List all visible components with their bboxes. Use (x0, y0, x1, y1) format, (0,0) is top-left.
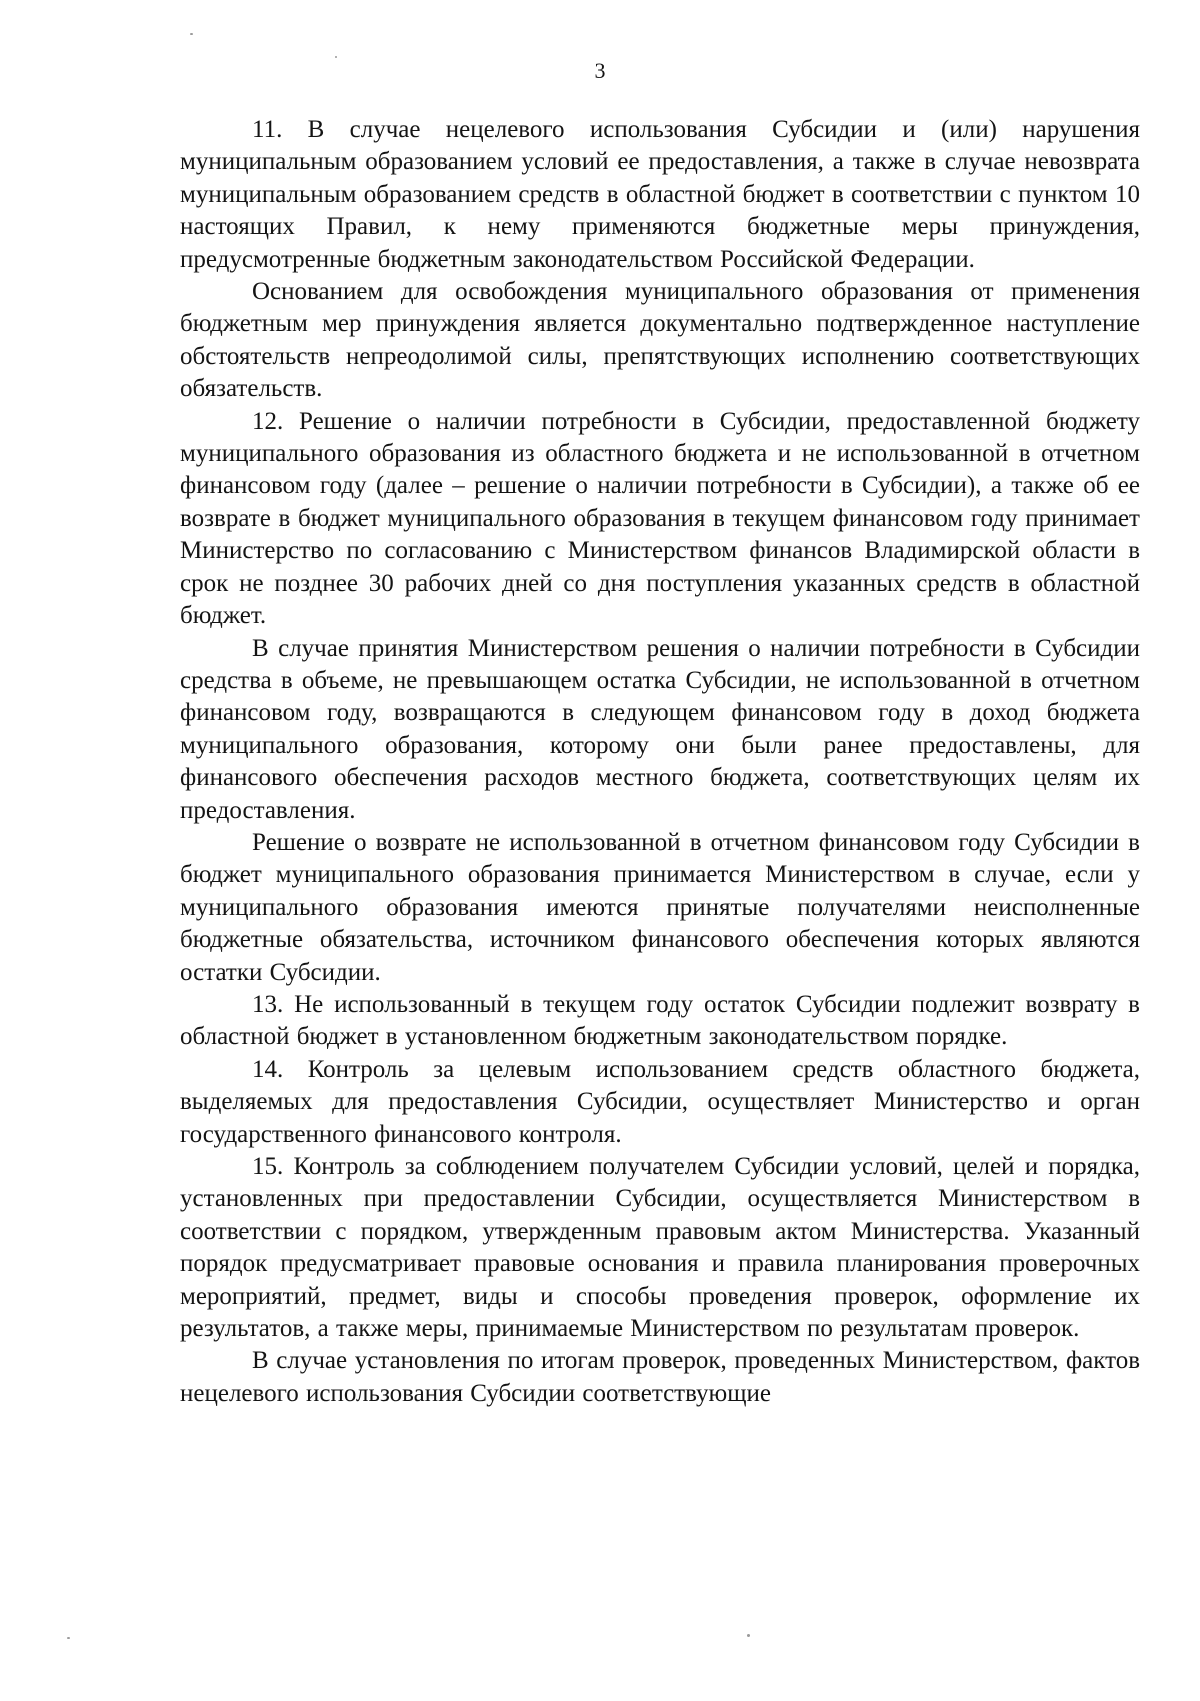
page-number: 3 (594, 58, 606, 83)
paragraph-11-exemption: Основанием для освобождения муниципального образования от применения бюджетным мер принуждения является документально подтвержденное наступление обстоятельств непреодолимой силы, препятствующих исполнению соответствующих обязательств. (180, 278, 1140, 403)
paragraph-12-funds-return: В случае принятия Министерством решения о наличии потребности в Субсидии средства в объеме, не превышающем остатка Субсидии, не использованной в отчетном финансовом году, возвращаются в следующем финансовом году в доход бюджета муниципального образования, которому они были ранее предоставлены, для финансового обеспечения расходов местного бюджета, соответствующих целям их предоставления. (180, 634, 1140, 824)
scan-speck (190, 33, 193, 35)
paragraph-14: 14. Контроль за целевым использованием средств областного бюджета, выделяемых для предоставления Субсидии, осуществляет Министерство и орган государственного финансового контроля. (180, 1055, 1140, 1148)
paragraph-12-return-decision: Решение о возврате не использованной в отчетном финансовом году Субсидии в бюджет муниципального образования принимается Министерством в случае, если у муниципального образования имеются принятые получателями неисполненные бюджетные обязательства, источником финансового обеспечения которых являются остатки Субсидии. (180, 828, 1140, 986)
paragraph-15: 15. Контроль за соблюдением получателем Субсидии условий, целей и порядка, установленных при предоставлении Субсидии, осуществляется Министерством в соответствии с порядком, утвержденным правовым актом Министерства. Указанный порядок предусматривает правовые основания и правила планирования проверочных мероприятий, предмет, виды и способы проведения проверок, оформление их результатов, а также меры, принимаемые Министерством по результатам проверок. (180, 1153, 1140, 1343)
paragraph-13: 13. Не использованный в текущем году остаток Субсидии подлежит возврату в областной бюджет в установленном бюджетным законодательством порядке. (180, 990, 1140, 1051)
paragraph-15-inspection-results: В случае установления по итогам проверок, проведенных Министерством, фактов нецелевого использования Субсидии соответствующие (180, 1347, 1140, 1407)
scan-speck (747, 1634, 750, 1637)
scan-speck (335, 56, 337, 58)
document-body (180, 114, 1140, 1410)
paragraph-11: 11. В случае нецелевого использования Субсидии и (или) нарушения муниципальным образованием условий ее предоставления, а также в случае невозврата муниципальным образованием средств в областной бюджет в соответствии с пунктом 10 настоящих Правил, к нему применяются бюджетные меры принуждения, предусмотренные бюджетным законодательством Российской Федерации. (180, 116, 1140, 273)
paragraph-12: 12. Решение о наличии потребности в Субсидии, предоставленной бюджету муниципального образования из областного бюджета и не использованной в отчетном финансовом году (далее – решение о наличии потребности в Субсидии), а также об ее возврате в бюджет муниципального образования в текущем финансовом году принимает Министерство по согласованию с Министерством финансов Владимирской области в срок не позднее 30 рабочих дней со дня поступления указанных средств в областной бюджет. (180, 407, 1140, 630)
scan-speck (67, 1637, 70, 1639)
